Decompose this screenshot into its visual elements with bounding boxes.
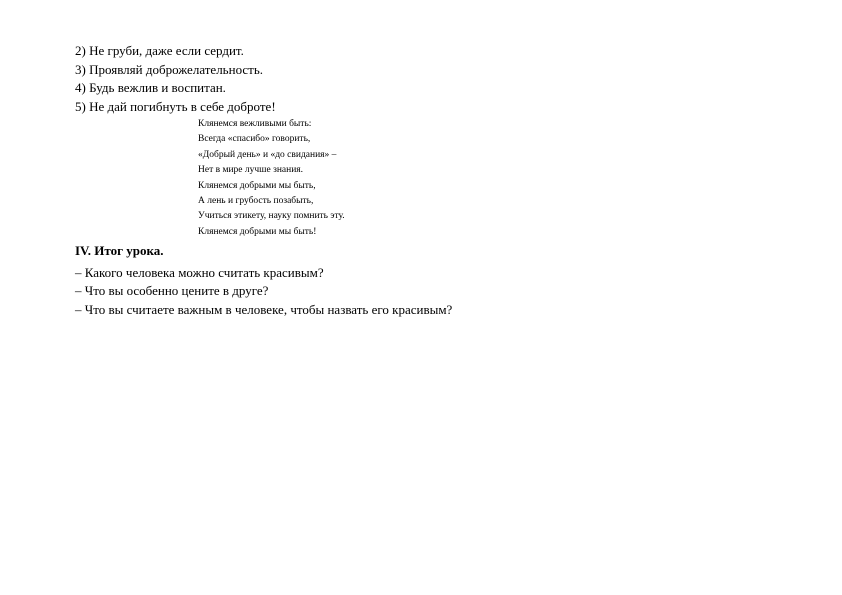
poem-line: Нет в мире лучше знания. [198,165,304,176]
section-heading: IV. Итог урока. [75,243,164,258]
rule-item: 4) Будь вежлив и воспитан. [75,80,226,95]
poem-line: Клянемся добрыми мы быть, [198,180,316,191]
poem-line: Всегда «спасибо» говорить, [198,134,311,145]
rule-item: 5) Не дай погибнуть в себе доброте! [75,98,276,114]
rules-list [75,42,475,116]
poem-line: «Добрый день» и «до свидания» – [198,149,337,160]
rule-item: 3) Проявляй доброжелательность. [75,61,264,77]
question-item: – Что вы особенно цените в друге? [75,283,269,299]
poem-line: Клянемся добрыми мы быть! [198,226,317,237]
lesson-summary-section [75,242,575,319]
question-item: – Что вы считаете важным в человеке, чтобы назвать его красивым? [75,301,453,317]
rule-item: 2) Не груби, даже если сердит. [75,43,244,58]
poem-line: Учиться этикету, науку помнить эту. [198,211,345,222]
poem-block [198,117,418,240]
poem-line: А лень и грубость позабыть, [198,195,314,206]
question-item: – Какого человека можно считать красивым? [75,265,324,280]
poem-line: Клянемся вежливыми быть: [198,119,312,129]
